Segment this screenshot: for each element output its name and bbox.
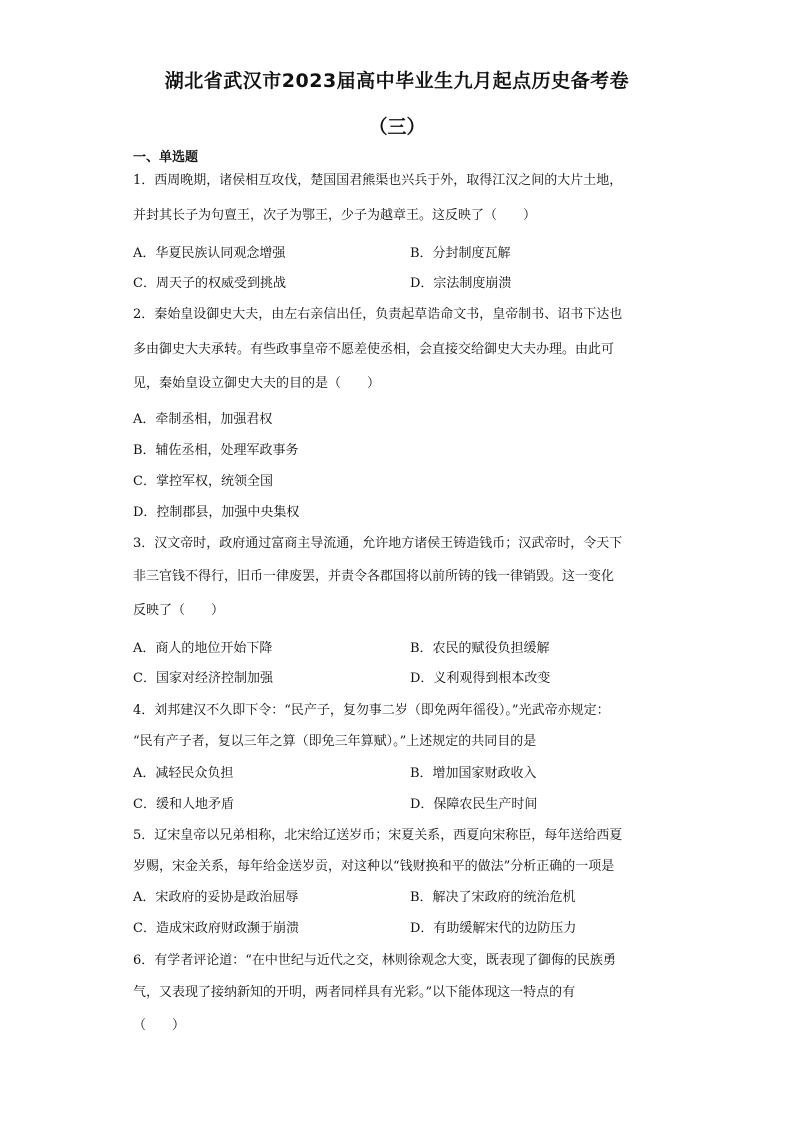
question-2-option-b: B．辅佐丞相，处理军政事务 [133, 443, 299, 458]
question-4-option-b: B．增加国家财政收入 [410, 766, 537, 781]
question-6-line: 气，又表现了接纳新知的开明，两者同样具有光彩。”以下能体现这一特点的有 [133, 985, 576, 1000]
question-2-option-c: C．掌控军权，统领全国 [133, 474, 273, 489]
question-1-option-d: D．宗法制度崩溃 [410, 276, 512, 291]
question-2-option-a: A．牵制丞相，加强君权 [133, 412, 273, 427]
document-subtitle: （三） [368, 116, 426, 138]
question-3-option-a: A．商人的地位开始下降 [133, 641, 273, 656]
question-3-option-c: C．国家对经济控制加强 [133, 671, 273, 686]
question-1-option-b: B．分封制度瓦解 [410, 246, 511, 261]
question-5-option-a: A．宋政府的妥协是政治屈辱 [133, 890, 299, 905]
question-4-line: “民有产子者，复以三年之算（即免三年算赋）。”上述规定的共同目的是 [133, 734, 537, 749]
question-3-line: 非三官钱不得行，旧币一律废罢，并责令各郡国将以前所铸的钱一律销毁。这一变化 [133, 569, 615, 584]
question-1-line: 1．西周晚期，诸侯相互攻伐，楚国国君熊渠也兴兵于外，取得江汉之间的大片土地， [133, 173, 623, 188]
question-2-line: 见，秦始皇设立御史大夫的目的是（ ） [133, 376, 381, 391]
question-6-line: 6．有学者评论道：“在中世纪与近代之交，林则徐观念大变，既表现了御侮的民族勇 [133, 953, 616, 968]
question-3-line: 反映了（ ） [133, 603, 225, 618]
question-5-line: 岁赐，宋金关系，每年给金送岁贡，对这种以“钱财换和平的做法”分析正确的一项是 [133, 859, 615, 874]
question-5-option-c: C．造成宋政府财政濒于崩溃 [133, 921, 299, 936]
question-3-option-b: B．农民的赋役负担缓解 [410, 641, 550, 656]
question-4-line: 4．刘邦建汉不久即下令：“民产子，复勿事二岁（即免两年徭役）。”光武帝亦规定： [133, 703, 610, 718]
question-2-line: 多由御史大夫承转。有些政事皇帝不愿差使丞相，会直接交给御史大夫办理。由此可 [133, 342, 615, 357]
question-4-option-c: C．缓和人地矛盾 [133, 797, 234, 812]
question-1-option-c: C．周天子的权威受到挑战 [133, 276, 286, 291]
question-4-option-d: D．保障农民生产时间 [410, 797, 538, 812]
question-6-line: （ ） [133, 1018, 186, 1033]
document-title: 湖北省武汉市2023届高中毕业生九月起点历史备考卷 [164, 70, 630, 92]
question-3-option-d: D．义利观得到根本改变 [410, 671, 551, 686]
section-heading: 一、单选题 [133, 150, 199, 165]
question-1-option-a: A．华夏民族认同观念增强 [133, 246, 286, 261]
question-3-line: 3．汉文帝时，政府通过富商主导流通，允许地方诸侯王铸造钱币；汉武帝时，令天下 [133, 536, 623, 551]
question-1-line: 并封其长子为句亶王，次子为鄂王，少子为越章王。这反映了（ ） [133, 208, 537, 223]
question-4-option-a: A．减轻民众负担 [133, 766, 234, 781]
question-5-line: 5．辽宋皇帝以兄弟相称，北宋给辽送岁币；宋夏关系，西夏向宋称臣，每年送给西夏 [133, 828, 623, 843]
question-5-option-b: B．解决了宋政府的统治危机 [410, 890, 576, 905]
question-2-option-d: D．控制郡县，加强中央集权 [133, 505, 300, 520]
question-5-option-d: D．有助缓解宋代的边防压力 [410, 921, 577, 936]
question-2-line: 2．秦始皇设御史大夫，由左右亲信出任，负责起草诰命文书，皇帝制书、诏书下达也 [133, 307, 623, 322]
